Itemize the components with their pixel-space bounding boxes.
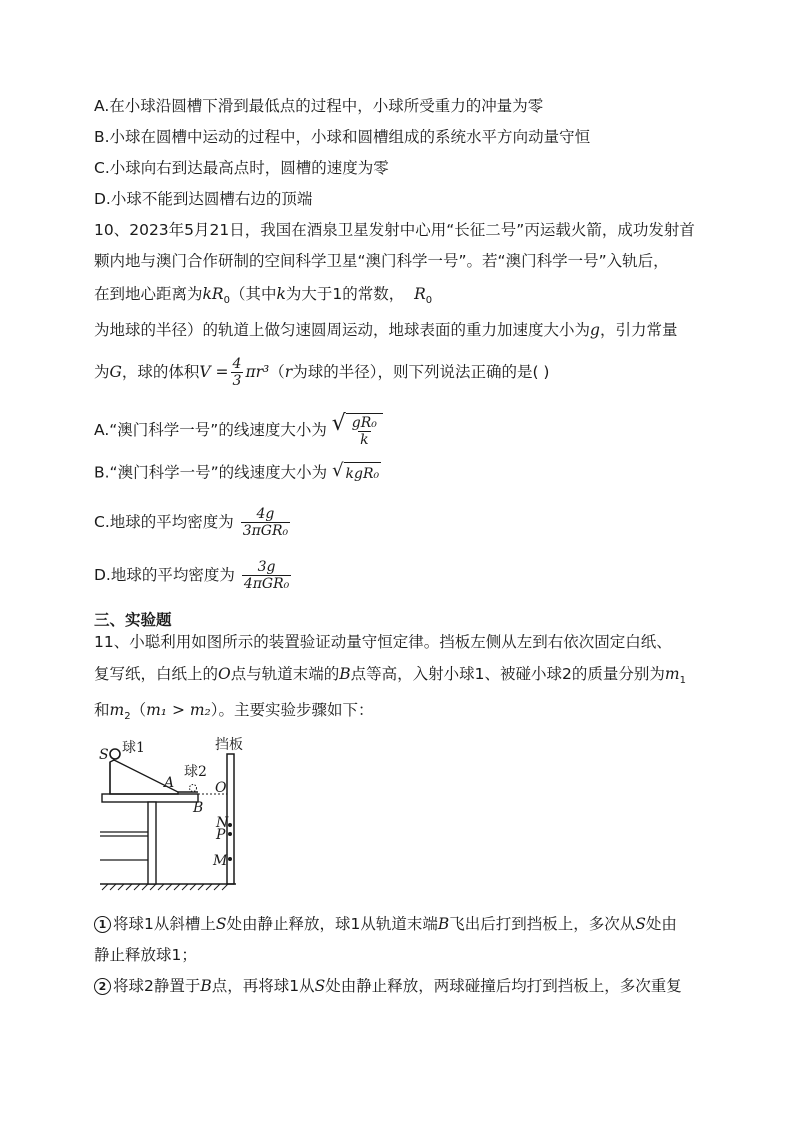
ground-hatching [102, 884, 228, 890]
mass-inequality: m₁ > m₂ [146, 701, 211, 719]
table-leg [148, 802, 156, 884]
point-m [228, 857, 232, 861]
volume-fraction: $\frac{4}{3}$ [232, 356, 242, 389]
label-s: S [99, 747, 109, 763]
label-p: P [216, 827, 226, 843]
q10-option-d: D.地球的平均密度为 $\frac{3g}{\text{4πGR₀}}$ [94, 559, 290, 592]
q11-line-3: 和$m_2(m_1 > m_2)$。主要实验步骤如下： [94, 701, 374, 722]
ball-2 [190, 785, 197, 792]
sqrt-formula-a: √ $\frac{\text{gR₀}}{k}$ [332, 413, 383, 448]
q10-option-b: B.“澳门科学一号”的线速度大小为 √ kgR₀ [94, 460, 380, 482]
q10-line-1: 10、2023年5月21日，我国在酒泉卫星发射中心用“长征二号”丙运载火箭，成功发射首 [94, 221, 695, 239]
label-ball-1: 球1 [122, 740, 145, 756]
table-top [102, 794, 198, 802]
sqrt-formula-b: √ kgR₀ [332, 460, 380, 482]
point-n [228, 823, 232, 827]
section-heading: 三、实验题 [94, 611, 172, 629]
q10-line-4: 为地球的半径）的轨道上做匀速圆周运动，地球表面的重力加速度大小为g，引力常量 [94, 321, 678, 339]
q11-step-1-line-2: 静止释放球1； [94, 946, 197, 964]
density-fraction-c: $\frac{4g}{\text{3πGR₀}}$ [242, 506, 289, 539]
q11-step-2-line-1: 2 将球2静置于B点，再将球1从S处由静止释放，两球碰撞后均打到挡板上，多次重复 [94, 976, 682, 996]
label-b: B [193, 800, 204, 816]
q10-option-a: A.“澳门科学一号”的线速度大小为 √ $\frac{\text{gR₀}}{k}$ [94, 413, 383, 448]
baffle-label: 挡板 [215, 737, 243, 753]
ball-1 [110, 749, 120, 759]
q11-step-1-line-1: 1 将球1从斜槽上S处由静止释放，球1从轨道末端B飞出后打到挡板上，多次从S处由 [94, 914, 677, 934]
step-2-circle: 2 [94, 978, 111, 995]
q10-line-2: 颗内地与澳门合作研制的空间科学卫星“澳门科学一号”。若“澳门科学一号”入轨后， [94, 252, 669, 270]
q10-line-3: 在到地心距离为$kR_0$（其中k为大于1的常数， $R_0$ [94, 285, 433, 306]
q11-line-1: 11、小聪利用如图所示的装置验证动量守恒定律。挡板左侧从左到右依次固定白纸、 [94, 633, 672, 651]
experiment-apparatus-diagram [96, 732, 256, 898]
step-1-circle: 1 [94, 916, 111, 933]
q9-option-b: B.小球在圆槽中运动的过程中，小球和圆槽组成的系统水平方向动量守恒 [94, 128, 591, 146]
point-p [228, 832, 232, 836]
label-a: A [164, 775, 175, 791]
label-o: O [215, 780, 227, 796]
q10-option-c: C.地球的平均密度为 $\frac{4g}{\text{3πGR₀}}$ [94, 506, 289, 539]
q10-line-5: 为G，球的体积V = $\frac{4}{3}$ πr³（r为球的半径），则下列说法正确的是( ) [94, 356, 550, 389]
label-m: M [213, 853, 228, 869]
q11-line-2: 复写纸，白纸上的O点与轨道末端的B点等高，入射小球1、被碰小球2的质量分别为$m_1$ [94, 665, 686, 686]
volume-lhs: V = [199, 363, 229, 381]
density-fraction-d: $\frac{3g}{\text{4πGR₀}}$ [243, 559, 290, 592]
q9-option-c: C.小球向右到达最高点时，圆槽的速度为零 [94, 159, 389, 177]
q9-option-d: D.小球不能到达圆槽右边的顶端 [94, 190, 313, 208]
label-ball-2: 球2 [184, 764, 207, 780]
q9-option-a: A.在小球沿圆槽下滑到最低点的过程中，小球所受重力的冲量为零 [94, 97, 544, 115]
label-n: N [216, 815, 229, 831]
